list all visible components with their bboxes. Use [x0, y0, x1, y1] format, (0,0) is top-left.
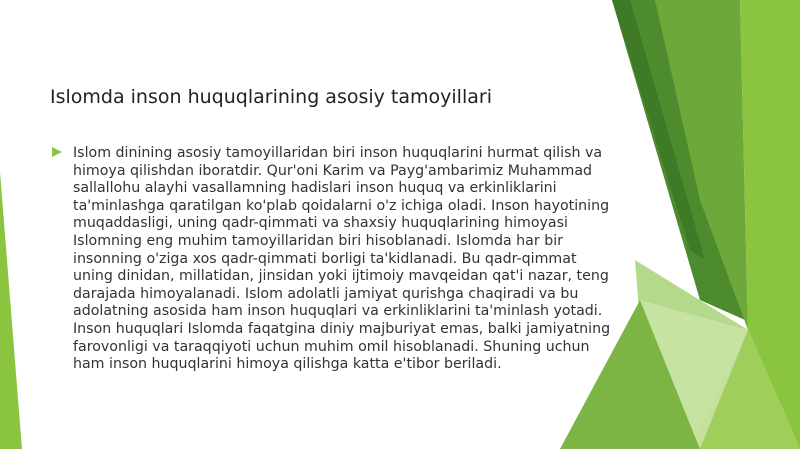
- left-edge-sliver: [0, 172, 22, 449]
- triangle-bullet-icon: [52, 147, 62, 157]
- bullet-text: Islom dinining asosiy tamoyillaridan biri inson huquqlarini hurmat qilish va himoya qilishdan iboratdir. Qur'oni Karim va Payg'ambarimiz Muhammad sallallohu alayhi vasallamning hadislari inson huquq va erkinliklarini ta'minlashga qaratilgan ko'plab qoidalarni o'z ichiga oladi. Inson hayotining muqaddasligi, uning qadr-qimmati va shaxsiy huquqlarining himoyasi Islomning eng muhim tamoyillaridan biri hisoblanadi. Islomda har bir insonning o'ziga xos qadr-qimmati borligi ta'kidlanadi. Bu qadr-qimmat uning dinidan, millatidan, jinsidan yoki ijtimoiy mavqeidan qat'i nazar, teng darajada himoyalanadi. Islom adolatli jamiyat qurishga chaqiradi va bu adolatning asosida ham inson huquqlari va erkinliklarini ta'minlash yotadi. Inson huquqlari Islomda faqatgina diniy majburiyat emas, balki jamiyatning farovonligi va taraqqiyoti uchun muhim omil hisoblanadi. Shuning uchun ham inson huquqlarini himoya qilishga katta e'tibor beriladi.: [73, 145, 611, 373]
- slide-title: Islomda inson huquqlarining asosiy tamoyillari: [50, 86, 492, 108]
